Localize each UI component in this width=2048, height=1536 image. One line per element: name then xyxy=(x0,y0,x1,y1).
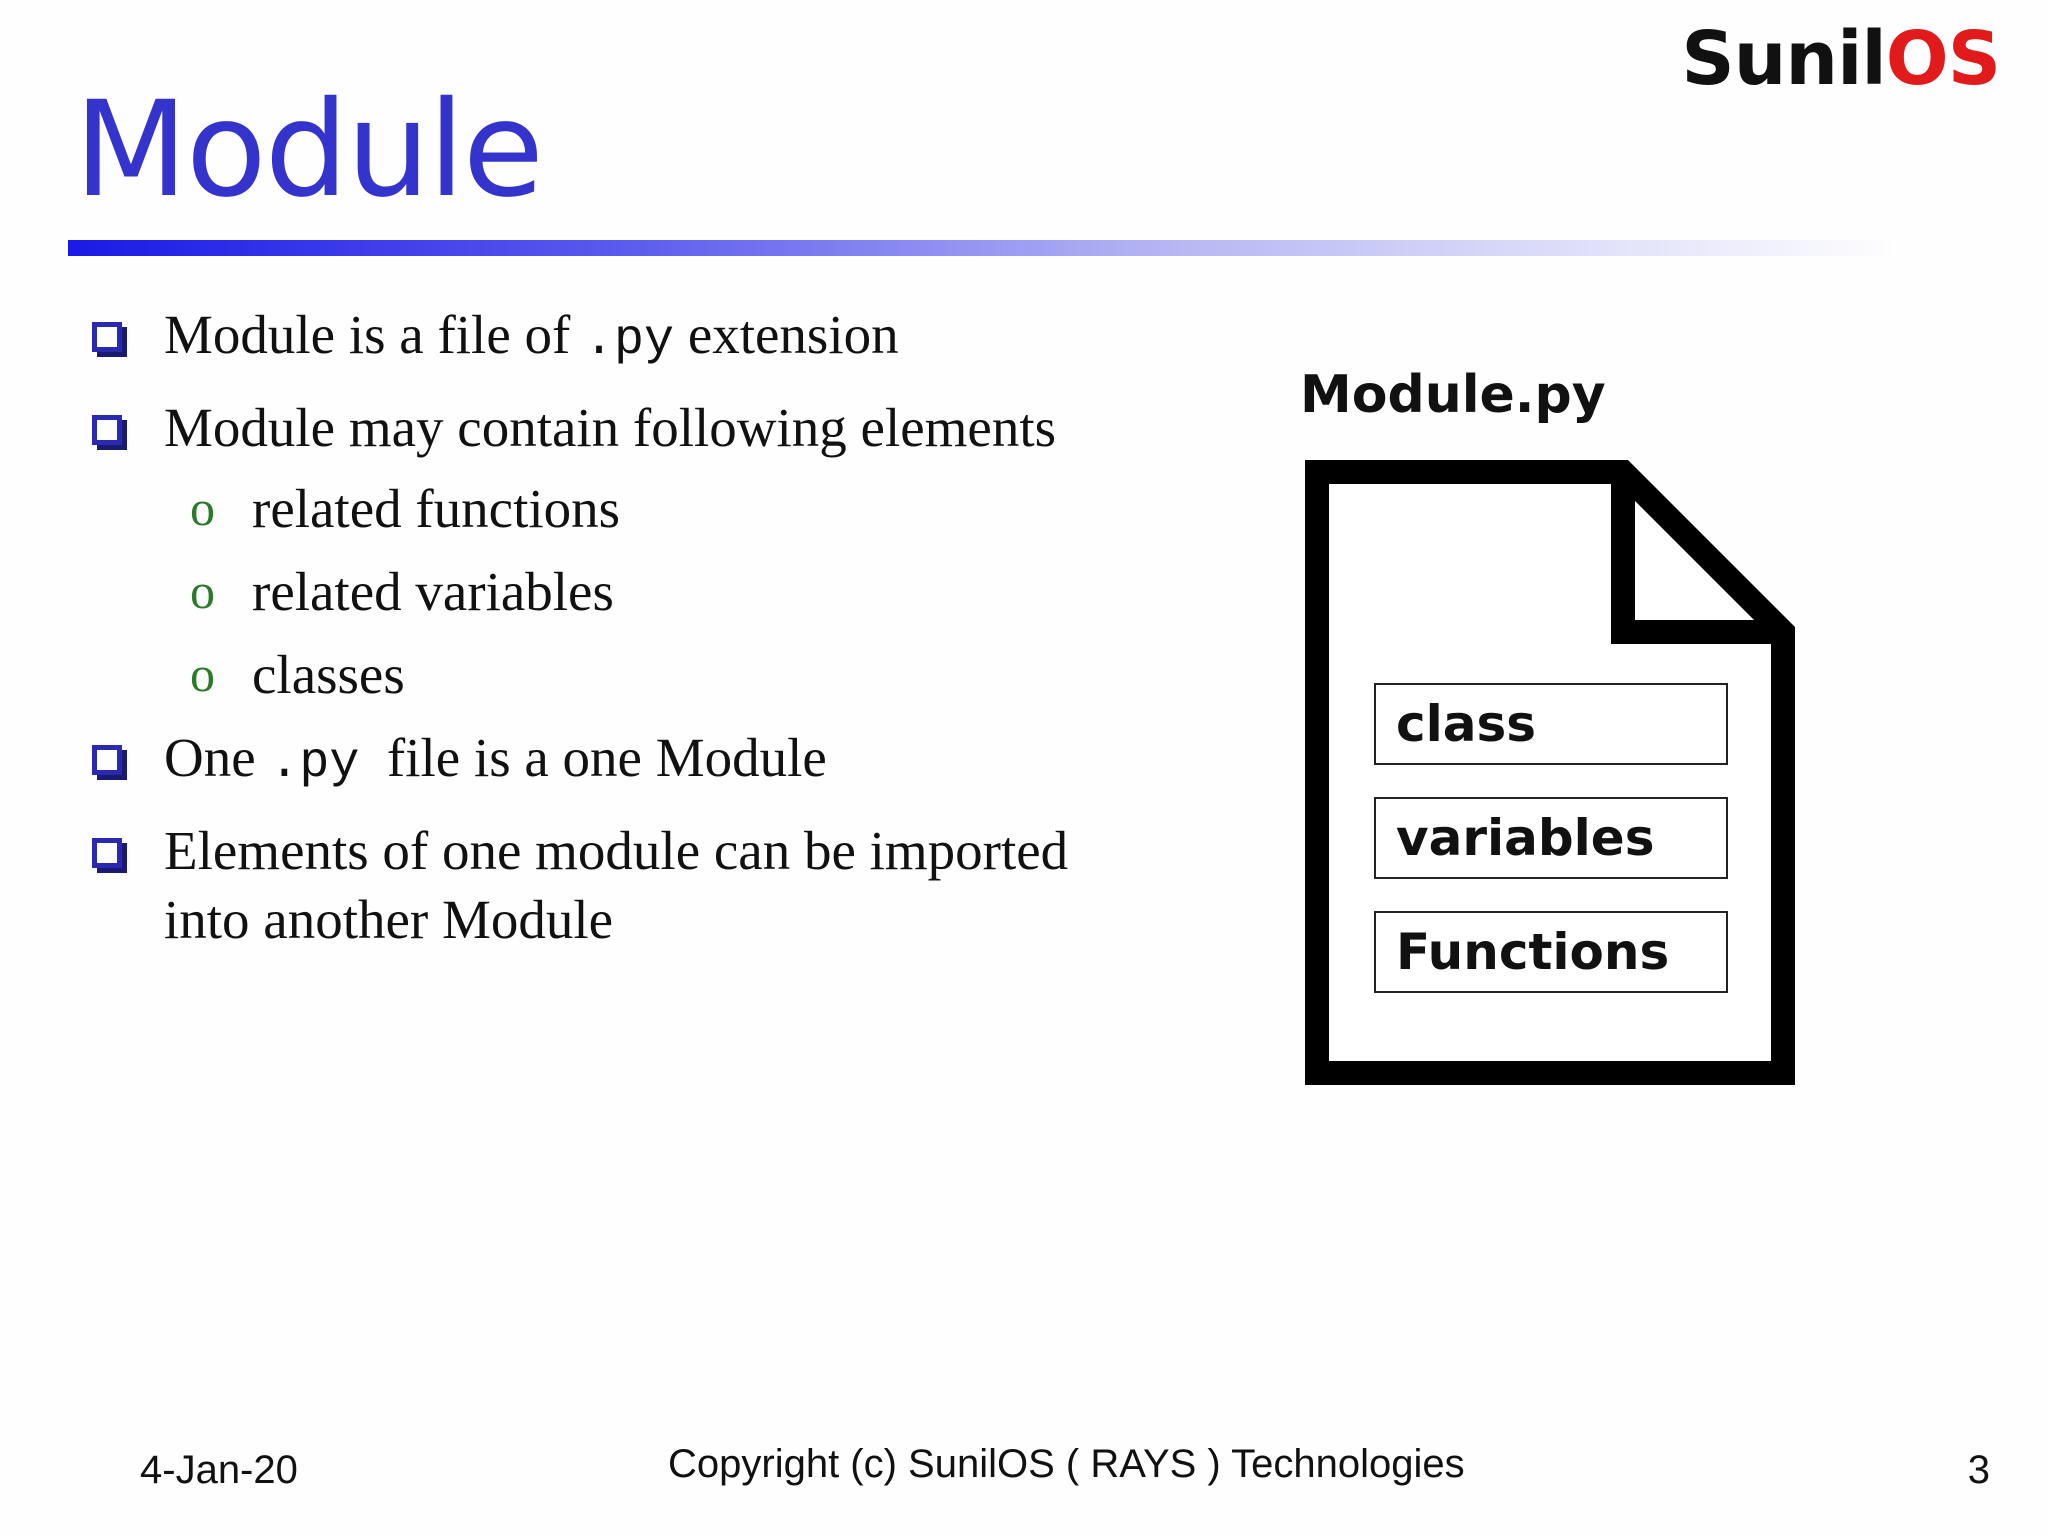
bullet-text: file is a one Module xyxy=(359,727,827,788)
module-file-name: Module.py xyxy=(1300,365,1606,425)
circle-bullet-icon: o xyxy=(190,646,215,702)
module-element-box: Functions xyxy=(1374,911,1728,993)
bullet-item xyxy=(86,300,1086,375)
page-number: 3 xyxy=(1967,1448,1990,1492)
bullet-text: extension xyxy=(674,304,899,365)
checkbox-bullet-icon xyxy=(92,745,122,775)
footer-copyright: Copyright (c) SunilOS ( RAYS ) Technologies xyxy=(668,1442,1465,1486)
footer-date: 4-Jan-20 xyxy=(140,1448,298,1492)
module-element-box: variables xyxy=(1374,797,1728,879)
title-underline xyxy=(68,240,1898,256)
bullet-text: One xyxy=(164,727,270,788)
checkbox-bullet-icon xyxy=(92,415,122,445)
logo-text-red: OS xyxy=(1885,16,2000,102)
sub-bullet-text: classes xyxy=(252,644,405,705)
slide-title: Module xyxy=(74,73,542,227)
sub-bullet-item xyxy=(86,474,1086,543)
bullet-text: Module may contain following elements xyxy=(164,397,1057,458)
circle-bullet-icon: o xyxy=(190,480,215,536)
sub-bullet-item xyxy=(86,557,1086,626)
logo-text-dark: Sunil xyxy=(1681,16,1886,102)
bullet-list xyxy=(86,300,1086,972)
code-text: .py xyxy=(269,735,360,792)
bullet-text: Module is a file of xyxy=(164,304,585,365)
sub-bullet-text: related variables xyxy=(252,561,614,622)
checkbox-bullet-icon xyxy=(92,322,122,352)
bullet-text: Elements of one module can be imported into another Module xyxy=(164,820,1069,950)
sub-bullet-list xyxy=(86,474,1086,709)
sub-bullet-text: related functions xyxy=(252,478,621,539)
bullet-item xyxy=(86,393,1086,462)
sub-bullet-item xyxy=(86,640,1086,709)
code-text: .py xyxy=(584,312,675,369)
module-element-box: class xyxy=(1374,683,1728,765)
checkbox-bullet-icon xyxy=(92,838,122,868)
sunilos-logo xyxy=(1681,16,2000,102)
bullet-item xyxy=(86,816,1086,954)
circle-bullet-icon: o xyxy=(190,563,215,619)
bullet-item xyxy=(86,723,1086,798)
